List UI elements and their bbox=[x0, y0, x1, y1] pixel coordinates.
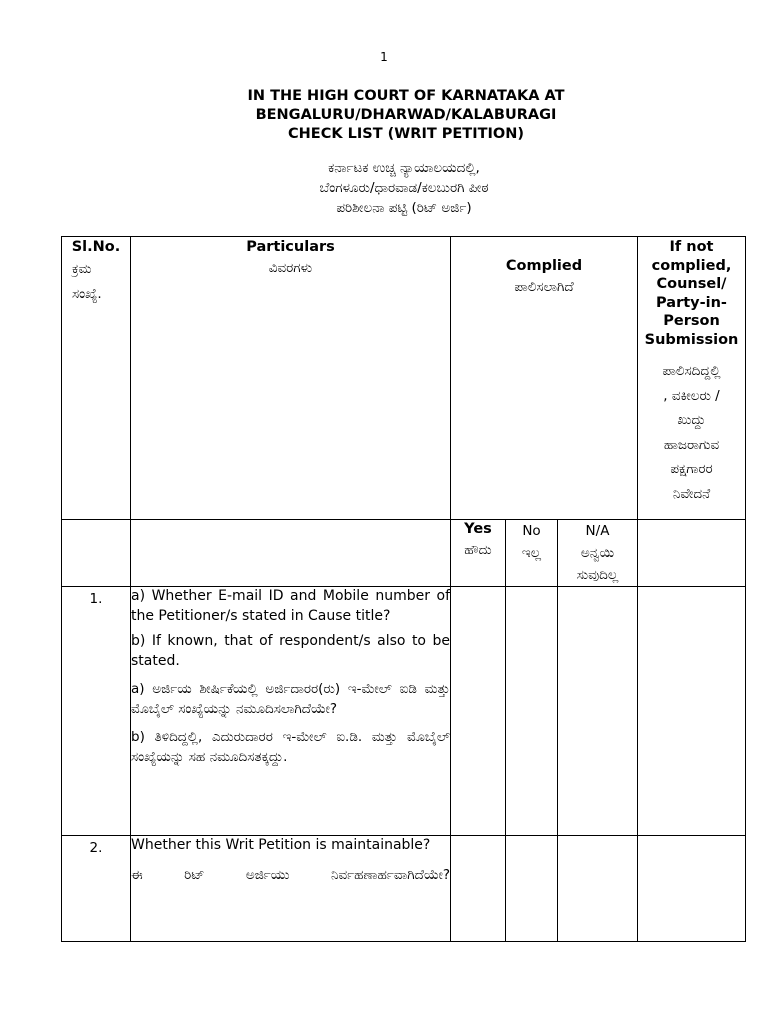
particulars-header bbox=[131, 237, 451, 520]
title-line-2: BENGALURU/DHARWAD/KALABURAGI bbox=[255, 107, 557, 123]
yes-kn: ಹೌದು bbox=[464, 542, 492, 558]
no-header bbox=[506, 520, 558, 587]
document-title bbox=[0, 87, 768, 144]
complied-kn: ಪಾಲಿಸಲಾಗಿದೆ bbox=[514, 279, 574, 295]
subheader-empty-ifnot bbox=[638, 520, 746, 587]
row-2-kn: ಈ ರಿಟ್ ಅರ್ಜಿಯು ನಿರ್ವಹಣಾರ್ಹವಾಗಿದೆಯೇ? bbox=[131, 866, 450, 883]
particulars-label: Particulars bbox=[246, 239, 335, 255]
if-not-line-4: Party-in- bbox=[656, 294, 727, 311]
row-2-submission-cell[interactable] bbox=[638, 836, 746, 942]
row-1-na-cell[interactable] bbox=[558, 587, 638, 836]
subheader-empty-sl bbox=[62, 520, 131, 587]
no-kn: ಇಲ್ಲ bbox=[521, 545, 542, 561]
row-number: 2. bbox=[62, 836, 131, 942]
sl-no-header bbox=[62, 237, 131, 520]
complied-header bbox=[451, 237, 638, 520]
row-1-no-cell[interactable] bbox=[506, 587, 558, 836]
sl-no-label: Sl.No. bbox=[71, 239, 121, 255]
if-not-line-3: Counsel/ bbox=[656, 276, 727, 292]
row-2-na-cell[interactable] bbox=[558, 836, 638, 942]
if-not-kn-3: ಖುದ್ದು bbox=[677, 412, 706, 428]
if-not-complied-header bbox=[638, 237, 746, 520]
row-1-yes-cell[interactable] bbox=[451, 587, 506, 836]
if-not-kn-2: , ವಕೀಲರು / bbox=[663, 387, 720, 404]
table-row bbox=[62, 587, 746, 836]
checklist-table bbox=[61, 236, 746, 942]
kn-title-line-1: ಕರ್ನಾಟಕ ಉಚ್ಚ ನ್ಯಾಯಾಲಯದಲ್ಲಿ, bbox=[328, 160, 480, 176]
row-2-no-cell[interactable] bbox=[506, 836, 558, 942]
subheader-empty-particulars bbox=[131, 520, 451, 587]
na-header bbox=[558, 520, 638, 587]
if-not-line-5: Person bbox=[663, 313, 720, 329]
kn-title-line-3: ಪರಿಶೀಲನಾ ಪಟ್ಟಿ (ರಿಟ್ ಅರ್ಜಿ) bbox=[336, 200, 472, 216]
no-label: No bbox=[522, 523, 541, 539]
row-1-submission-cell[interactable] bbox=[638, 587, 746, 836]
if-not-line-2: complied, bbox=[651, 257, 732, 274]
row-1-en-b: b) If known, that of respondent/s also to be stated. bbox=[131, 633, 450, 669]
if-not-line-6: Submission bbox=[644, 331, 739, 348]
title-line-1: IN THE HIGH COURT OF KARNATAKA AT bbox=[247, 88, 565, 104]
row-1-kn-b: b) ತಿಳಿದಿದ್ದಲ್ಲಿ, ಎದುರುದಾರರ ಇ-ಮೇಲ್ ಐ.ಡಿ. ಮತ್ತು ಮೊಬೈಲ್ ಸಂಖ್ಯೆಯನ್ನು ಸಹ ನಮೂದಿಸತಕ್ಕದ್ದು. bbox=[131, 729, 450, 765]
row-number: 1. bbox=[62, 587, 131, 836]
title-line-3: CHECK LIST (WRIT PETITION) bbox=[288, 126, 524, 142]
row-2-en: Whether this Writ Petition is maintainable? bbox=[131, 837, 431, 853]
if-not-kn-5: ಪಕ್ಷಗಾರರ bbox=[670, 461, 713, 477]
particulars-kn: ವಿವರಗಳು bbox=[268, 260, 313, 276]
na-label: N/A bbox=[585, 523, 610, 539]
if-not-kn-4: ಹಾಜರಾಗುವ bbox=[663, 436, 720, 453]
row-1-kn-a: a) ಅರ್ಜಿಯ ಶೀರ್ಷಿಕೆಯಲ್ಲಿ ಅರ್ಜಿದಾರರ(ರು) ಇ-ಮೇಲ್ ಐಡಿ ಮತ್ತು ಮೊಬೈಲ್ ಸಂಖ್ಯೆಯನ್ನು ನಮೂದಿಸಲಾಗಿದೆಯೇ? bbox=[131, 681, 450, 717]
yes-label: Yes bbox=[464, 521, 492, 537]
table-row bbox=[62, 836, 746, 942]
kn-title-line-2: ಬೆಂಗಳೂರು/ಧಾರವಾಡ/ಕಲಬುರಗಿ ಪೀಠ bbox=[319, 180, 489, 196]
sl-no-kn-2: ಸಂಖ್ಯೆ. bbox=[72, 286, 102, 302]
if-not-line-1: If not bbox=[669, 239, 714, 255]
na-kn-2: ಸುವುದಿಲ್ಲ bbox=[576, 567, 619, 583]
sl-no-kn-1: ಕ್ರಮ bbox=[72, 261, 92, 277]
page-number: 1 bbox=[380, 50, 388, 64]
header-row bbox=[62, 237, 746, 520]
yes-header bbox=[451, 520, 506, 587]
na-kn-1: ಅನ್ವಯಿ bbox=[580, 545, 615, 561]
row-particulars bbox=[131, 587, 451, 836]
subheader-row bbox=[62, 520, 746, 587]
row-particulars bbox=[131, 836, 451, 942]
if-not-kn-6: ನಿವೇದನೆ bbox=[672, 485, 711, 502]
if-not-kn-1: ಪಾಲಿಸದಿದ್ದಲ್ಲಿ bbox=[662, 363, 721, 379]
kannada-title bbox=[0, 158, 768, 218]
complied-label: Complied bbox=[505, 258, 583, 274]
row-1-en-a: a) Whether E-mail ID and Mobile number of the Petitioner/s stated in Cause title? bbox=[131, 588, 450, 624]
row-2-yes-cell[interactable] bbox=[451, 836, 506, 942]
